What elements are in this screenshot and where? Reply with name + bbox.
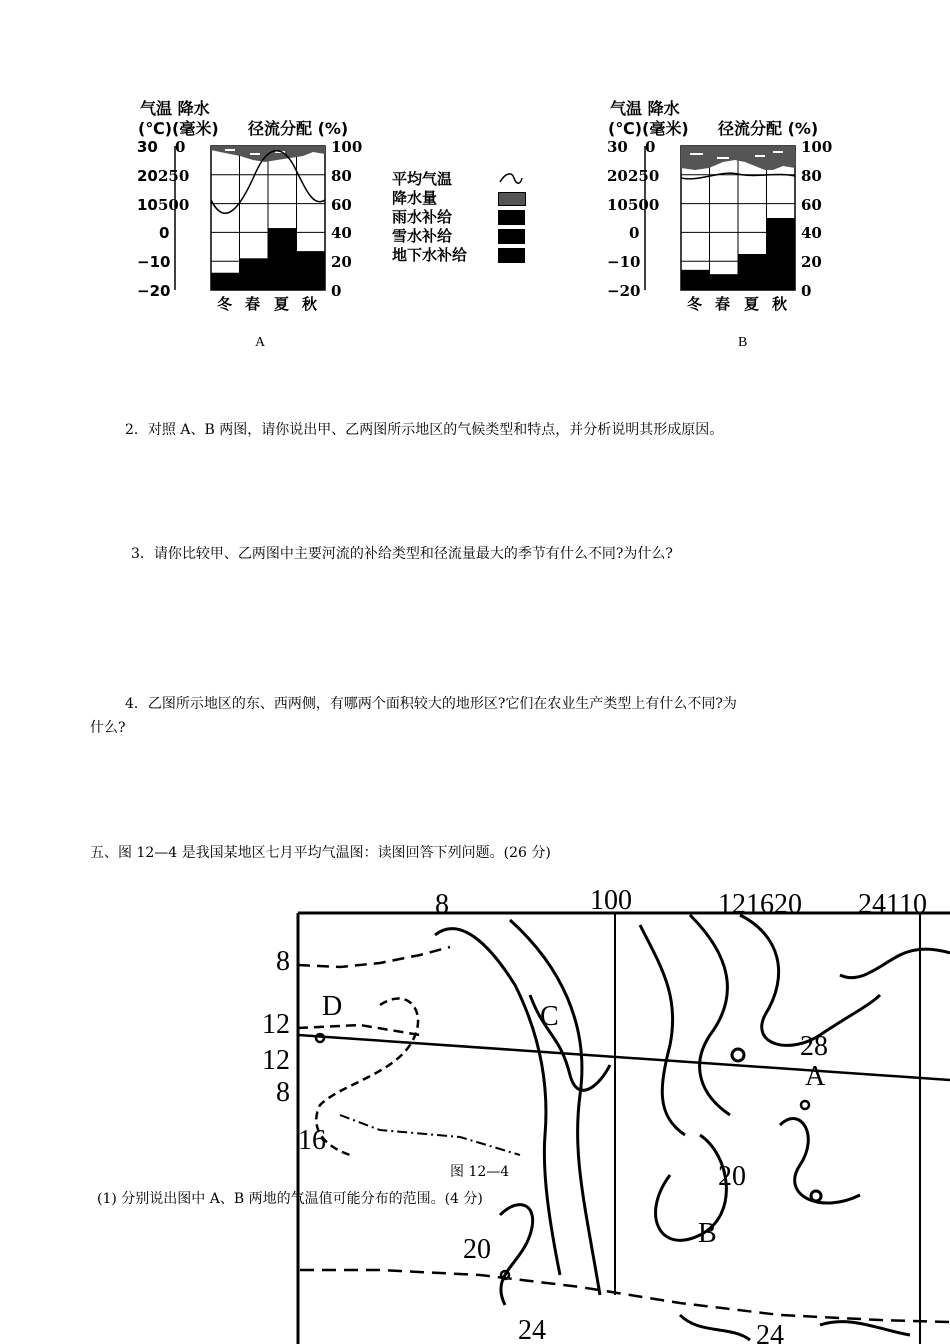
isotherm-label: 24 xyxy=(756,1320,784,1344)
groundwater-bar xyxy=(297,251,326,290)
question-3: 3．请你比较甲、乙两图中主要河流的补给类型和径流量最大的季节有什么不同?为什么? xyxy=(131,546,673,562)
groundwater-bar xyxy=(681,270,710,290)
chart-b-header-units: (℃)(毫米) xyxy=(608,119,689,138)
chart-a-temp-ticks xyxy=(137,138,170,300)
map-top-label: 24110 xyxy=(858,889,927,920)
temp-tick: 10 xyxy=(607,196,628,214)
chart-b-temp-ticks xyxy=(607,138,640,300)
chart-a-header-right: 径流分配 (%) xyxy=(248,119,349,138)
temp-tick: 20 xyxy=(137,167,158,185)
map-left-label: 8 xyxy=(276,1077,290,1108)
temp-tick: −20 xyxy=(137,282,171,300)
isotherm-map xyxy=(260,875,950,1344)
isotherm-label: 28 xyxy=(800,1031,828,1062)
legend-item-snow xyxy=(392,227,532,246)
precip-tick: 500 xyxy=(158,196,190,214)
sub-question-1: (1) 分别说出图中 A、B 两地的气温值可能分布的范围。(4 分) xyxy=(97,1191,483,1207)
map-top-label: 121620 xyxy=(718,889,802,920)
section-5-heading: 五、图 12—4 是我国某地区七月平均气温图：读图回答下列问题。(26 分) xyxy=(90,845,551,861)
map-left-label: 8 xyxy=(276,946,290,977)
chart-b-header-right: 径流分配 (%) xyxy=(718,119,819,138)
category-label: 秋 xyxy=(772,295,788,313)
legend-label: 地下水补给 xyxy=(392,246,468,264)
map-point-label: B xyxy=(698,1218,717,1249)
black-swatch-icon xyxy=(498,248,525,263)
black-swatch-icon xyxy=(498,210,525,225)
pct-tick: 80 xyxy=(801,167,822,185)
temp-tick: 30 xyxy=(607,138,628,156)
legend-item-rain xyxy=(392,208,532,227)
legend xyxy=(392,170,532,265)
map-left-label: 12 xyxy=(262,1009,290,1040)
wave-line-icon xyxy=(498,172,524,186)
chart-a-header-units: (℃)(毫米) xyxy=(138,119,219,138)
pct-tick: 60 xyxy=(801,196,822,214)
chart-a xyxy=(135,138,370,318)
pct-tick: 0 xyxy=(801,282,812,300)
pct-tick: 20 xyxy=(331,253,352,271)
isotherm-label: 20 xyxy=(718,1161,746,1192)
groundwater-bar xyxy=(738,254,767,290)
precip-tick: 500 xyxy=(628,196,660,214)
groundwater-bar xyxy=(240,258,269,290)
legend-label: 降水量 xyxy=(392,189,438,207)
map-top-label: 8 xyxy=(435,889,449,920)
chart-b-header-left: 气温 降水 xyxy=(610,99,680,118)
question-4-line2: 什么? xyxy=(90,720,126,736)
pct-tick: 40 xyxy=(801,224,822,242)
map-point-label: C xyxy=(540,1001,559,1032)
temp-tick: 20 xyxy=(607,167,628,185)
temp-tick: 30 xyxy=(137,138,158,156)
isotherm-label: 24 xyxy=(518,1315,546,1344)
temp-tick: 0 xyxy=(159,224,170,242)
category-label: 冬 xyxy=(687,295,703,313)
temp-tick: −20 xyxy=(607,282,641,300)
question-2: 2．对照 A、B 两图，请你说出甲、乙两图所示地区的气候类型和特点，并分析说明其形成原因。 xyxy=(125,422,724,438)
map-point-label: A xyxy=(805,1061,826,1092)
temp-tick: −10 xyxy=(137,253,171,271)
isotherm-label: 20 xyxy=(463,1234,491,1265)
pct-tick: 100 xyxy=(801,138,833,156)
legend-label: 平均气温 xyxy=(392,170,453,188)
groundwater-bar xyxy=(268,228,297,290)
chart-b xyxy=(605,138,840,318)
category-label: 夏 xyxy=(744,295,760,313)
legend-item-temp xyxy=(392,170,532,189)
temp-tick: 10 xyxy=(137,196,158,214)
chart-b-label: B xyxy=(738,335,748,350)
chart-a-precip-ticks xyxy=(158,138,189,214)
map-top-label: 100 xyxy=(590,885,632,916)
precip-tick: 0 xyxy=(645,138,656,156)
pct-tick: 60 xyxy=(331,196,352,214)
chart-a-header-left: 气温 降水 xyxy=(140,99,210,118)
map-left-label: 16 xyxy=(298,1125,326,1156)
precip-tick: 0 xyxy=(175,138,186,156)
pct-tick: 0 xyxy=(331,282,342,300)
groundwater-bar xyxy=(211,273,240,290)
legend-item-precip xyxy=(392,189,532,208)
chart-b-precip-ticks xyxy=(628,138,659,214)
pct-tick: 100 xyxy=(331,138,363,156)
chart-b-percent-ticks xyxy=(801,138,832,300)
temp-tick: 0 xyxy=(629,224,640,242)
chart-a-percent-ticks xyxy=(331,138,362,300)
groundwater-bar xyxy=(767,218,796,290)
category-label: 冬 xyxy=(217,295,233,313)
category-label: 春 xyxy=(715,295,731,313)
legend-label: 雨水补给 xyxy=(392,208,453,226)
category-label: 秋 xyxy=(302,295,318,313)
chart-a-bars xyxy=(211,228,325,290)
map-left-label: 12 xyxy=(262,1045,290,1076)
pct-tick: 40 xyxy=(331,224,352,242)
pct-tick: 80 xyxy=(331,167,352,185)
figure-caption: 图 12—4 xyxy=(450,1161,509,1181)
map-point-label: D xyxy=(322,991,343,1022)
groundwater-bar xyxy=(710,274,739,290)
pct-tick: 20 xyxy=(801,253,822,271)
legend-label: 雪水补给 xyxy=(392,227,453,245)
category-label: 春 xyxy=(245,295,261,313)
black-swatch-icon xyxy=(498,229,525,244)
category-label: 夏 xyxy=(274,295,290,313)
temp-tick: −10 xyxy=(607,253,641,271)
precip-tick: 250 xyxy=(158,167,190,185)
precip-tick: 250 xyxy=(628,167,660,185)
question-4-line1: 4．乙图所示地区的东、西两侧，有哪两个面积较大的地形区?它们在农业生产类型上有什么不同?为 xyxy=(125,696,737,712)
dotted-swatch-icon xyxy=(498,192,526,206)
chart-a-label: A xyxy=(255,335,266,350)
legend-item-ground xyxy=(392,246,532,265)
